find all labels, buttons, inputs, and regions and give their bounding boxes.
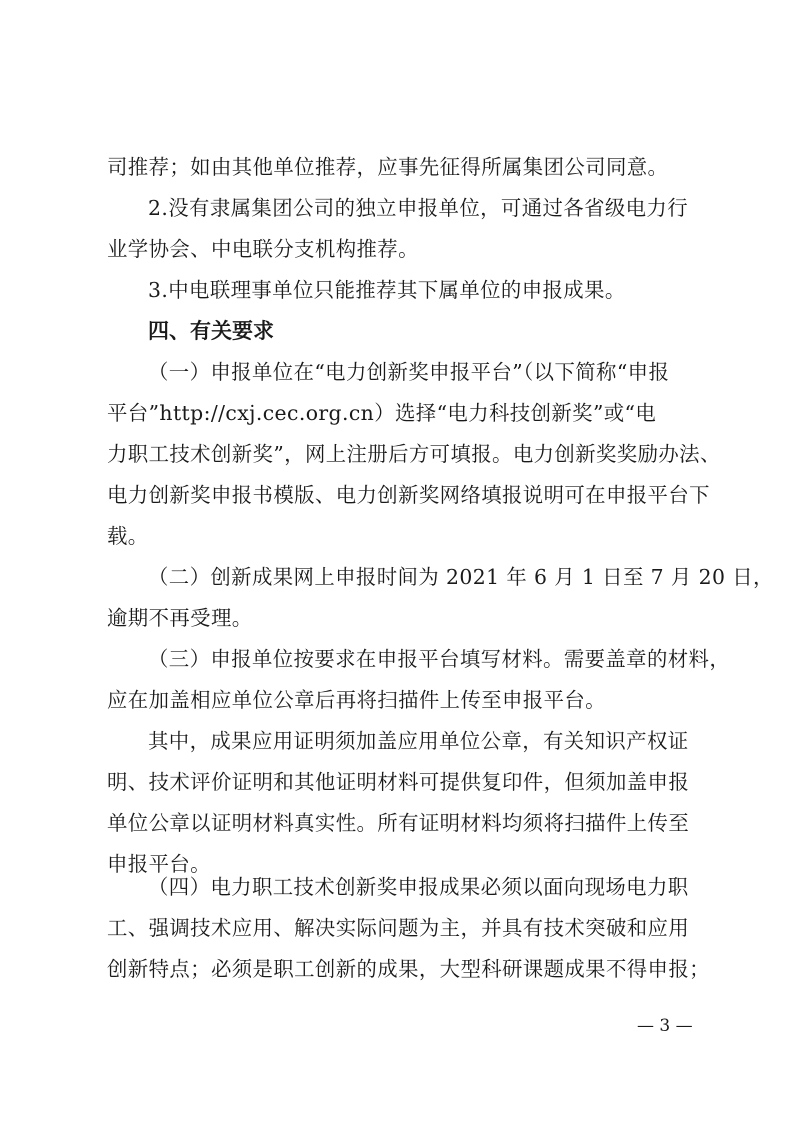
text-line: 应在加盖相应单位公章后再将扫描件上传至申报平台。 xyxy=(107,688,606,712)
text-line: 创新特点；必须是职工创新的成果，大型科研课题成果不得申报； xyxy=(107,957,710,981)
paragraph-requirement-2 xyxy=(107,557,774,639)
paragraph-requirement-4 xyxy=(107,867,719,990)
text-line: 载。 xyxy=(107,524,149,548)
text-line: 逾期不再受理。 xyxy=(107,606,253,630)
text-line: （二）创新成果网上申报时间为 2021 年 6 月 1 日至 7 月 20 日， xyxy=(148,565,774,589)
text-line: 申报平台。 xyxy=(107,852,211,876)
text-line: 力职工技术创新奖”，网上注册后方可填报。电力创新奖奖励办法、 xyxy=(107,442,721,466)
paragraph-requirement-3-detail xyxy=(107,721,719,885)
text-line: （一）申报单位在“电力创新奖申报平台”（以下简称“申报 xyxy=(148,360,670,384)
text-line: （三）申报单位按要求在申报平台填写材料。需要盖章的材料， xyxy=(148,647,731,671)
text-line: 工、强调技术应用、解决实际问题为主，并具有技术突破和应用 xyxy=(107,916,690,940)
text-line: 业学协会、中电联分支机构推荐。 xyxy=(107,237,419,261)
paragraph-requirement-1 xyxy=(107,352,719,557)
text-line: 明、技术评价证明和其他证明材料可提供复印件，但须加盖申报 xyxy=(107,770,690,794)
text-line: 司推荐；如由其他单位推荐，应事先征得所属集团公司同意。 xyxy=(107,155,669,179)
text-line: 2.没有隶属集团公司的独立申报单位，可通过各省级电力行 xyxy=(148,196,689,220)
text-line: 电力创新奖申报书模版、电力创新奖网络填报说明可在申报平台下 xyxy=(107,483,710,507)
page-number: — 3 — xyxy=(637,1016,693,1036)
paragraph-requirement-3 xyxy=(107,639,731,721)
paragraph-item-3 xyxy=(107,270,719,311)
section-heading: 四、有关要求 xyxy=(148,319,274,343)
text-line: 其中，成果应用证明须加盖应用单位公章，有关知识产权证 xyxy=(148,729,689,753)
text-line: 平台”http://cxj.cec.org.cn）选择“电力科技创新奖”或“电 xyxy=(107,401,657,425)
text-line: 3.中电联理事单位只能推荐其下属单位的申报成果。 xyxy=(148,278,626,302)
text-line: （四）电力职工技术创新奖申报成果必须以面向现场电力职 xyxy=(148,875,689,899)
text-line: 单位公章以证明材料真实性。所有证明材料均须将扫描件上传至 xyxy=(107,811,690,835)
paragraph-item-2 xyxy=(107,188,719,270)
paragraph-continuation xyxy=(107,147,719,188)
